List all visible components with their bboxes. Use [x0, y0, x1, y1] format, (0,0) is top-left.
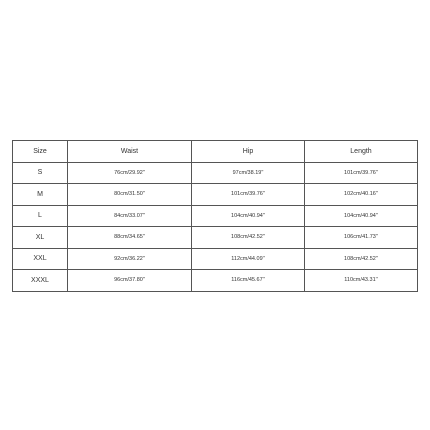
size-cell: L: [13, 205, 68, 227]
length-cell: 104cm/40.94'': [305, 205, 418, 227]
waist-cell: 80cm/31.50'': [68, 184, 192, 206]
length-cell: 101cm/39.76'': [305, 162, 418, 184]
hip-cell: 104cm/40.94'': [192, 205, 305, 227]
header-size: Size: [13, 141, 68, 163]
size-chart-table: [12, 140, 418, 292]
hip-cell: 101cm/39.76'': [192, 184, 305, 206]
length-cell: 108cm/42.52'': [305, 248, 418, 270]
size-cell: S: [13, 162, 68, 184]
table-row: [13, 184, 418, 206]
size-cell: XXL: [13, 248, 68, 270]
table-row: [13, 270, 418, 292]
size-cell: XXXL: [13, 270, 68, 292]
header-waist: Waist: [68, 141, 192, 163]
length-cell: 106cm/41.73'': [305, 227, 418, 249]
hip-cell: 97cm/38.19'': [192, 162, 305, 184]
table-row: [13, 162, 418, 184]
length-cell: 110cm/43.31'': [305, 270, 418, 292]
size-cell: XL: [13, 227, 68, 249]
waist-cell: 76cm/29.92'': [68, 162, 192, 184]
waist-cell: 88cm/34.65'': [68, 227, 192, 249]
hip-cell: 112cm/44.09'': [192, 248, 305, 270]
waist-cell: 96cm/37.80'': [68, 270, 192, 292]
table-row: [13, 205, 418, 227]
header-row: [13, 141, 418, 163]
waist-cell: 92cm/36.22'': [68, 248, 192, 270]
table-row: [13, 227, 418, 249]
waist-cell: 84cm/33.07'': [68, 205, 192, 227]
hip-cell: 116cm/45.67'': [192, 270, 305, 292]
hip-cell: 108cm/42.52'': [192, 227, 305, 249]
header-length: Length: [305, 141, 418, 163]
length-cell: 102cm/40.16'': [305, 184, 418, 206]
size-cell: M: [13, 184, 68, 206]
header-hip: Hip: [192, 141, 305, 163]
table-row: [13, 248, 418, 270]
